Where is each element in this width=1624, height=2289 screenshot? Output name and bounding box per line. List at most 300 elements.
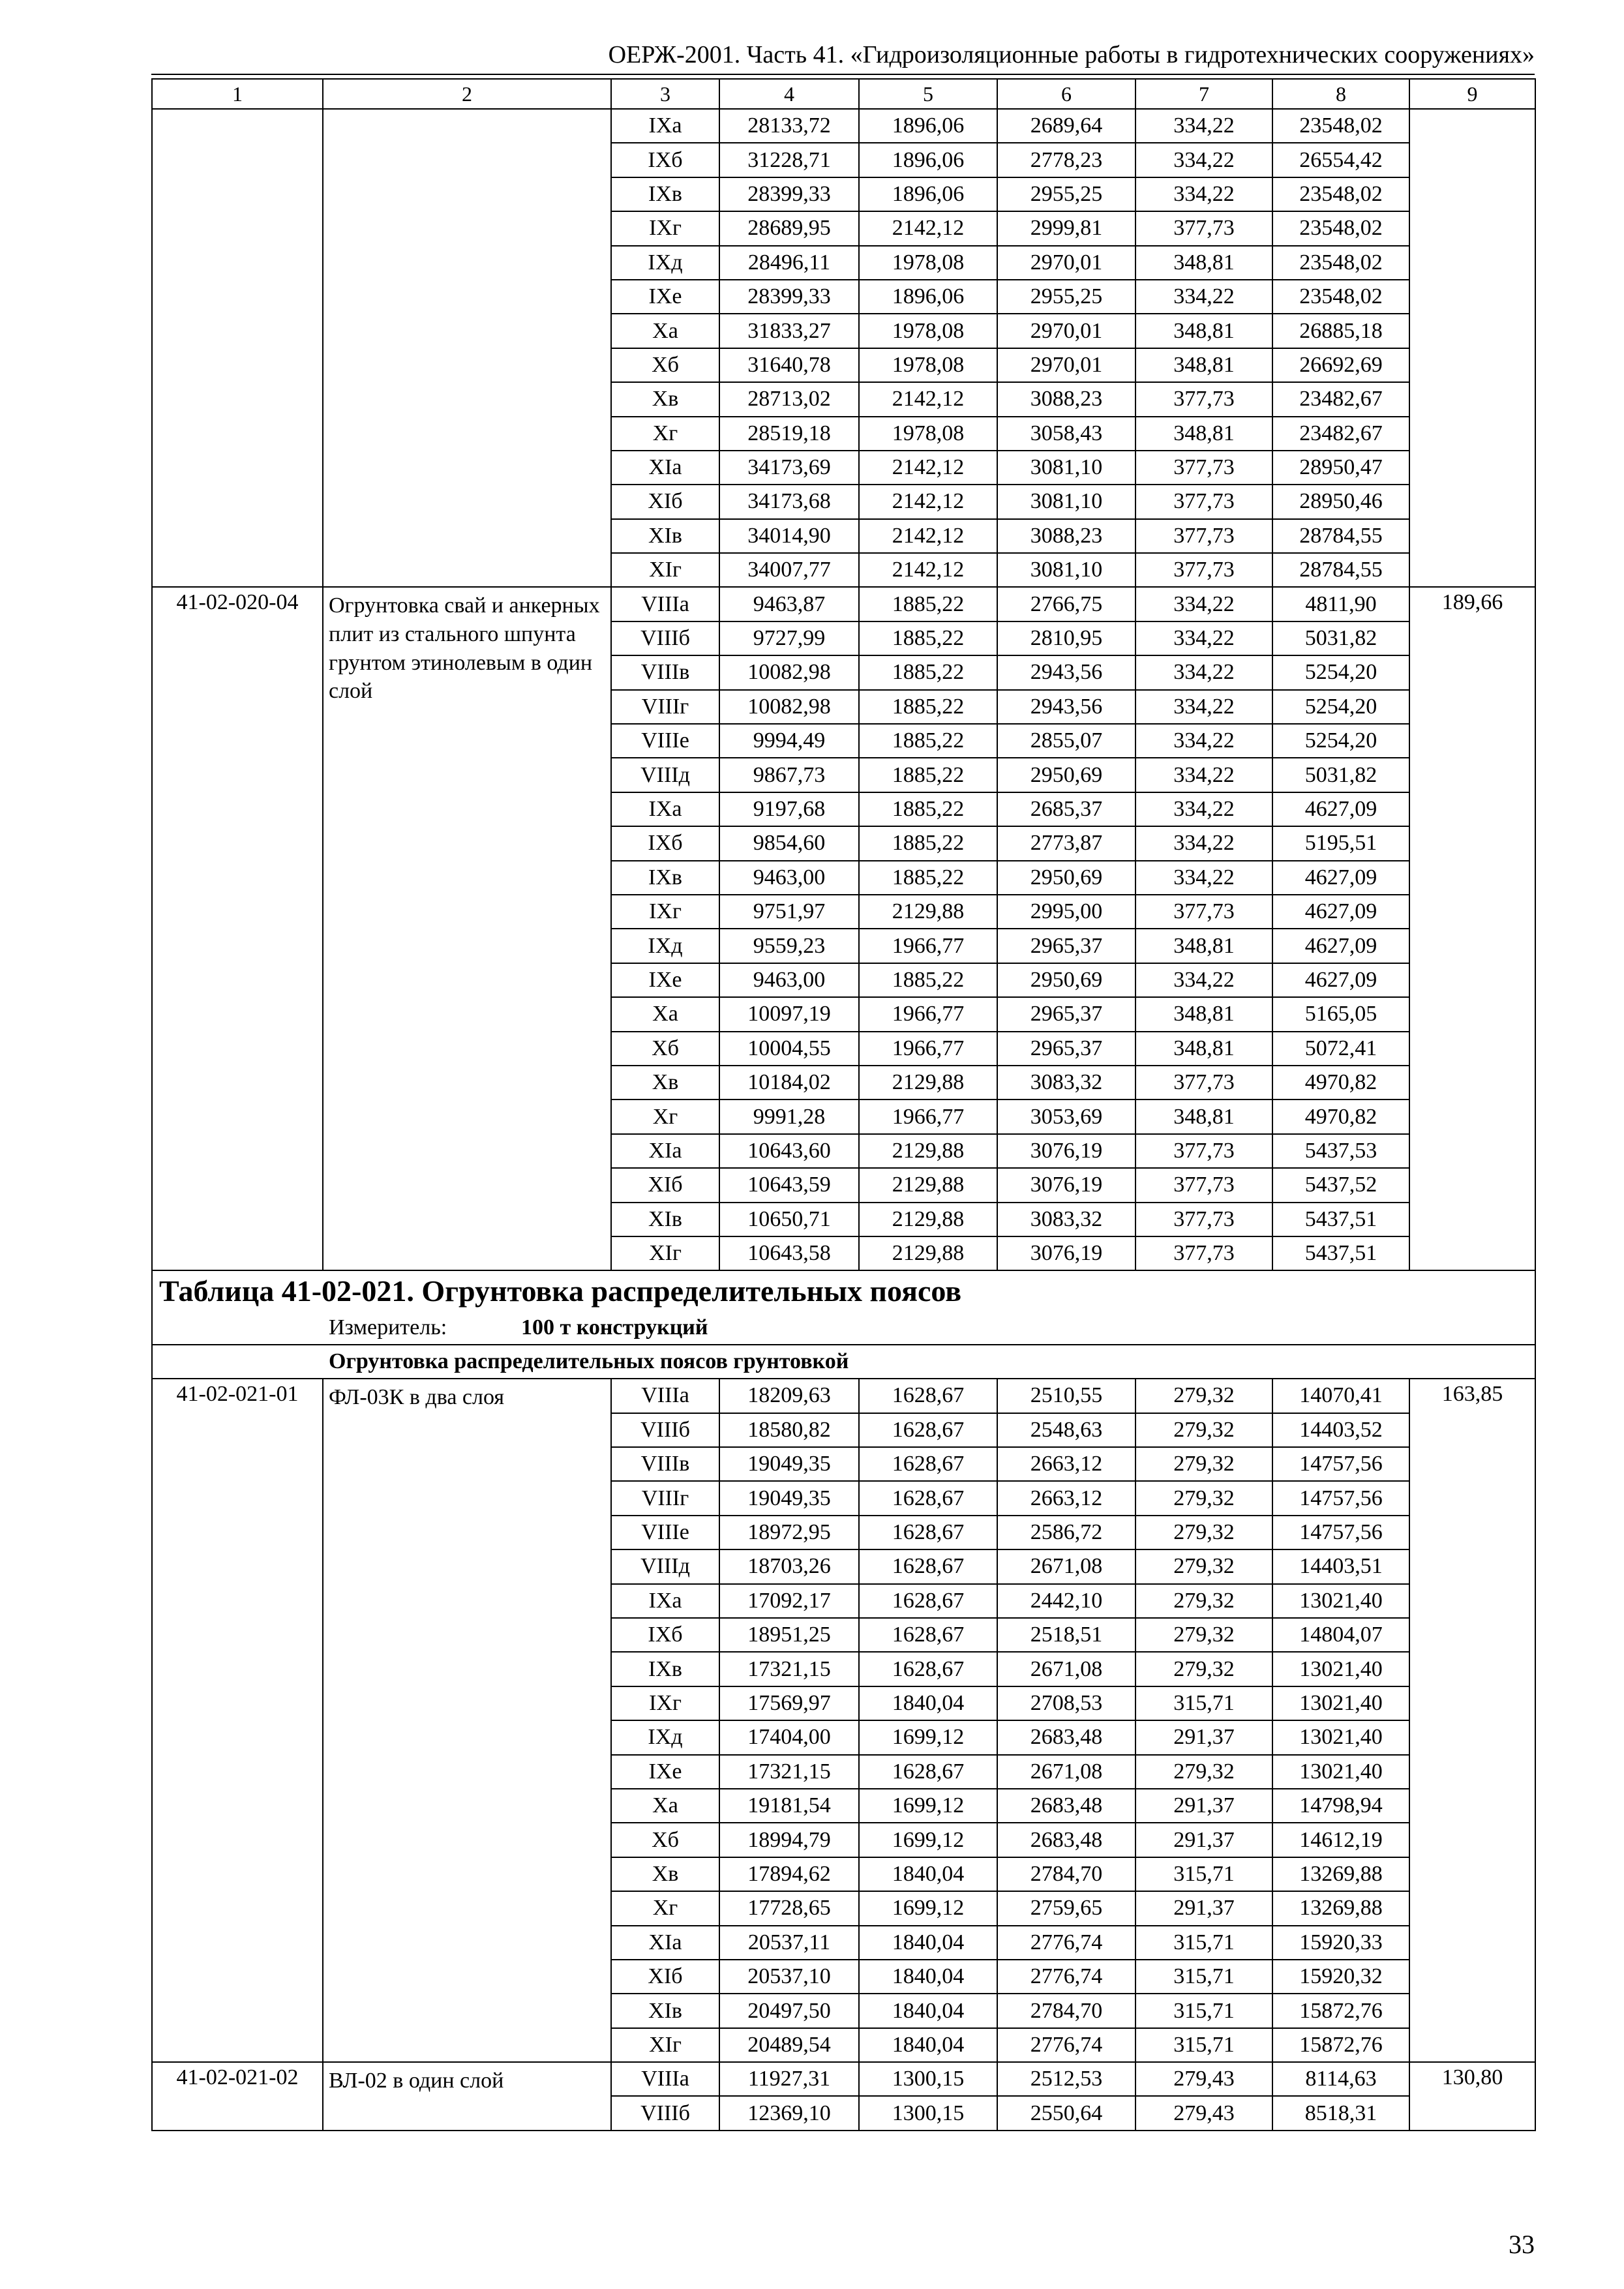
zone-cell: XIв	[611, 1994, 719, 2027]
running-header: ОЕРЖ-2001. Часть 41. «Гидроизоляционные работы в гидротехнических сооружениях»	[608, 41, 1535, 68]
value-cell: 1885,22	[859, 724, 997, 758]
value-cell: 334,22	[1135, 963, 1272, 997]
value-cell: 10004,55	[719, 1032, 859, 1066]
column-number: 3	[611, 79, 719, 109]
zone-cell: XIв	[611, 519, 719, 553]
value-cell: 23548,02	[1272, 177, 1409, 211]
value-cell: 2142,12	[859, 485, 997, 518]
value-cell: 1978,08	[859, 417, 997, 451]
value-cell: 2943,56	[997, 655, 1135, 689]
value-cell: 2970,01	[997, 314, 1135, 348]
value-cell: 291,37	[1135, 1891, 1272, 1925]
value-cell: 279,32	[1135, 1481, 1272, 1515]
value-cell: 315,71	[1135, 1960, 1272, 1994]
rates-table	[151, 78, 1536, 2131]
value-cell: 2129,88	[859, 1236, 997, 1270]
value-cell: 2773,87	[997, 826, 1135, 860]
value-cell: 377,73	[1135, 211, 1272, 245]
value-cell: 18703,26	[719, 1549, 859, 1583]
value-cell: 2142,12	[859, 519, 997, 553]
value-cell: 377,73	[1135, 519, 1272, 553]
value-cell: 1840,04	[859, 1857, 997, 1891]
value-cell: 18951,25	[719, 1618, 859, 1652]
zone-cell: Xб	[611, 348, 719, 382]
value-cell: 2685,37	[997, 792, 1135, 826]
value-cell: 1628,67	[859, 1379, 997, 1413]
value-cell: 2550,64	[997, 2096, 1135, 2130]
value-cell: 3053,69	[997, 1100, 1135, 1133]
value-cell: 334,22	[1135, 690, 1272, 724]
value-cell: 34173,68	[719, 485, 859, 518]
value-cell: 5195,51	[1272, 826, 1409, 860]
zone-cell: IXг	[611, 895, 719, 929]
value-cell: 14403,52	[1272, 1413, 1409, 1447]
value-cell: 2965,37	[997, 1032, 1135, 1066]
zone-cell: VIIIв	[611, 655, 719, 689]
zone-cell: IXа	[611, 1584, 719, 1618]
value-cell: 1628,67	[859, 1481, 997, 1515]
zone-cell: IXв	[611, 861, 719, 895]
value-cell: 279,32	[1135, 1549, 1272, 1583]
zone-cell: VIIIб	[611, 621, 719, 655]
value-cell: 377,73	[1135, 553, 1272, 587]
zone-cell: VIIIд	[611, 758, 719, 792]
zone-cell: IXг	[611, 211, 719, 245]
value-cell: 2442,10	[997, 1584, 1135, 1618]
value-cell: 2759,65	[997, 1891, 1135, 1925]
zone-cell: VIIIб	[611, 1413, 719, 1447]
value-cell: 279,32	[1135, 1652, 1272, 1686]
value-cell: 279,32	[1135, 1584, 1272, 1618]
zone-cell: VIIIг	[611, 1481, 719, 1515]
value-cell: 279,32	[1135, 1413, 1272, 1447]
value-cell: 23482,67	[1272, 417, 1409, 451]
value-cell: 2510,55	[997, 1379, 1135, 1413]
value-cell: 13021,40	[1272, 1755, 1409, 1789]
value-cell: 279,32	[1135, 1618, 1272, 1652]
value-cell: 334,22	[1135, 724, 1272, 758]
value-cell: 2129,88	[859, 1066, 997, 1100]
value-cell: 2142,12	[859, 382, 997, 416]
value-cell: 1966,77	[859, 1032, 997, 1066]
value-cell: 28519,18	[719, 417, 859, 451]
value-cell: 10082,98	[719, 655, 859, 689]
zone-cell: IXб	[611, 143, 719, 177]
value-cell: 2955,25	[997, 280, 1135, 314]
measure-label: Измеритель:	[329, 1315, 447, 1340]
rate-code	[152, 109, 323, 587]
value-cell: 34007,77	[719, 553, 859, 587]
value-cell: 10650,71	[719, 1203, 859, 1236]
value-cell: 1885,22	[859, 963, 997, 997]
value-cell: 17092,17	[719, 1584, 859, 1618]
value-cell: 1896,06	[859, 109, 997, 143]
value-cell: 1699,12	[859, 1823, 997, 1857]
zone-cell: XIа	[611, 1134, 719, 1168]
value-cell: 14798,94	[1272, 1789, 1409, 1823]
zone-cell: Xг	[611, 417, 719, 451]
materials-value: 163,85	[1409, 1379, 1535, 2062]
value-cell: 2778,23	[997, 143, 1135, 177]
value-cell: 2689,64	[997, 109, 1135, 143]
value-cell: 34014,90	[719, 519, 859, 553]
value-cell: 13021,40	[1272, 1720, 1409, 1754]
value-cell: 2663,12	[997, 1481, 1135, 1515]
measure-row	[152, 1311, 1535, 1345]
value-cell: 315,71	[1135, 1857, 1272, 1891]
zone-cell: Xб	[611, 1032, 719, 1066]
value-cell: 348,81	[1135, 348, 1272, 382]
value-cell: 1885,22	[859, 621, 997, 655]
value-cell: 315,71	[1135, 1686, 1272, 1720]
zone-cell: XIа	[611, 1926, 719, 1960]
value-cell: 4970,82	[1272, 1066, 1409, 1100]
value-cell: 334,22	[1135, 621, 1272, 655]
value-cell: 334,22	[1135, 143, 1272, 177]
value-cell: 291,37	[1135, 1823, 1272, 1857]
value-cell: 2518,51	[997, 1618, 1135, 1652]
value-cell: 26554,42	[1272, 143, 1409, 177]
value-cell: 348,81	[1135, 417, 1272, 451]
value-cell: 5254,20	[1272, 690, 1409, 724]
value-cell: 2784,70	[997, 1994, 1135, 2027]
table-row	[152, 587, 1535, 621]
value-cell: 334,22	[1135, 280, 1272, 314]
value-cell: 9463,00	[719, 963, 859, 997]
value-cell: 1885,22	[859, 587, 997, 621]
value-cell: 3058,43	[997, 417, 1135, 451]
value-cell: 19049,35	[719, 1447, 859, 1481]
zone-cell: XIв	[611, 1203, 719, 1236]
value-cell: 26692,69	[1272, 348, 1409, 382]
table-row	[152, 109, 1535, 143]
value-cell: 5254,20	[1272, 724, 1409, 758]
zone-cell: VIIIе	[611, 1516, 719, 1549]
value-cell: 14757,56	[1272, 1516, 1409, 1549]
value-cell: 17728,65	[719, 1891, 859, 1925]
value-cell: 1628,67	[859, 1618, 997, 1652]
value-cell: 2784,70	[997, 1857, 1135, 1891]
value-cell: 4627,09	[1272, 963, 1409, 997]
value-cell: 10082,98	[719, 690, 859, 724]
value-cell: 13021,40	[1272, 1686, 1409, 1720]
column-number: 4	[719, 79, 859, 109]
zone-cell: XIа	[611, 451, 719, 485]
value-cell: 1840,04	[859, 1926, 997, 1960]
value-cell: 10643,60	[719, 1134, 859, 1168]
value-cell: 4627,09	[1272, 929, 1409, 963]
value-cell: 28713,02	[719, 382, 859, 416]
value-cell: 3088,23	[997, 519, 1135, 553]
value-cell: 9463,87	[719, 587, 859, 621]
value-cell: 18994,79	[719, 1823, 859, 1857]
value-cell: 2950,69	[997, 861, 1135, 895]
value-cell: 2683,48	[997, 1789, 1135, 1823]
value-cell: 377,73	[1135, 1168, 1272, 1202]
value-cell: 5437,53	[1272, 1134, 1409, 1168]
value-cell: 13021,40	[1272, 1584, 1409, 1618]
zone-cell: IXе	[611, 1755, 719, 1789]
value-cell: 1966,77	[859, 929, 997, 963]
value-cell: 1840,04	[859, 1686, 997, 1720]
value-cell: 2129,88	[859, 1168, 997, 1202]
value-cell: 2129,88	[859, 1134, 997, 1168]
value-cell: 1885,22	[859, 655, 997, 689]
value-cell: 28133,72	[719, 109, 859, 143]
zone-cell: IXа	[611, 792, 719, 826]
value-cell: 1885,22	[859, 861, 997, 895]
zone-cell: VIIIг	[611, 690, 719, 724]
value-cell: 3081,10	[997, 451, 1135, 485]
value-cell: 1885,22	[859, 792, 997, 826]
header-rule	[151, 74, 1535, 75]
zone-cell: VIIIв	[611, 1447, 719, 1481]
measure-value: 100 т конструкций	[521, 1315, 708, 1340]
value-cell: 1896,06	[859, 280, 997, 314]
value-cell: 377,73	[1135, 1236, 1272, 1270]
value-cell: 3076,19	[997, 1236, 1135, 1270]
value-cell: 348,81	[1135, 929, 1272, 963]
value-cell: 1628,67	[859, 1413, 997, 1447]
value-cell: 28950,46	[1272, 485, 1409, 518]
value-cell: 334,22	[1135, 826, 1272, 860]
materials-value	[1409, 109, 1535, 587]
zone-cell: VIIIа	[611, 587, 719, 621]
rate-code: 41-02-021-02	[152, 2062, 323, 2131]
value-cell: 2950,69	[997, 758, 1135, 792]
value-cell: 9867,73	[719, 758, 859, 792]
value-cell: 1885,22	[859, 690, 997, 724]
value-cell: 5437,52	[1272, 1168, 1409, 1202]
value-cell: 1885,22	[859, 758, 997, 792]
materials-value: 130,80	[1409, 2062, 1535, 2131]
value-cell: 1699,12	[859, 1720, 997, 1754]
value-cell: 9751,97	[719, 895, 859, 929]
materials-value: 189,66	[1409, 587, 1535, 1270]
zone-cell: VIIIе	[611, 724, 719, 758]
value-cell: 9994,49	[719, 724, 859, 758]
value-cell: 377,73	[1135, 451, 1272, 485]
value-cell: 377,73	[1135, 895, 1272, 929]
value-cell: 1699,12	[859, 1891, 997, 1925]
value-cell: 4811,90	[1272, 587, 1409, 621]
value-cell: 4970,82	[1272, 1100, 1409, 1133]
zone-cell: XIг	[611, 553, 719, 587]
value-cell: 1978,08	[859, 246, 997, 280]
value-cell: 315,71	[1135, 1926, 1272, 1960]
zone-cell: IXг	[611, 1686, 719, 1720]
value-cell: 18972,95	[719, 1516, 859, 1549]
value-cell: 2995,00	[997, 895, 1135, 929]
value-cell: 279,43	[1135, 2062, 1272, 2096]
value-cell: 13269,88	[1272, 1891, 1409, 1925]
zone-cell: Xа	[611, 1789, 719, 1823]
zone-cell: Xа	[611, 997, 719, 1031]
value-cell: 4627,09	[1272, 861, 1409, 895]
column-number: 8	[1272, 79, 1409, 109]
value-cell: 279,32	[1135, 1755, 1272, 1789]
zone-cell: Xв	[611, 1857, 719, 1891]
value-cell: 1896,06	[859, 143, 997, 177]
rate-code: 41-02-021-01	[152, 1379, 323, 2062]
value-cell: 2965,37	[997, 929, 1135, 963]
value-cell: 348,81	[1135, 997, 1272, 1031]
column-number: 9	[1409, 79, 1535, 109]
value-cell: 15920,32	[1272, 1960, 1409, 1994]
zone-cell: Xг	[611, 1100, 719, 1133]
value-cell: 291,37	[1135, 1789, 1272, 1823]
value-cell: 2943,56	[997, 690, 1135, 724]
value-cell: 1978,08	[859, 348, 997, 382]
zone-cell: IXв	[611, 1652, 719, 1686]
column-number: 2	[323, 79, 611, 109]
table-title-row	[152, 1270, 1535, 1311]
value-cell: 2142,12	[859, 451, 997, 485]
value-cell: 14070,41	[1272, 1379, 1409, 1413]
value-cell: 18209,63	[719, 1379, 859, 1413]
value-cell: 15872,76	[1272, 1994, 1409, 2027]
value-cell: 377,73	[1135, 1066, 1272, 1100]
value-cell: 5072,41	[1272, 1032, 1409, 1066]
value-cell: 2129,88	[859, 1203, 997, 1236]
value-cell: 1885,22	[859, 826, 997, 860]
value-cell: 9197,68	[719, 792, 859, 826]
value-cell: 1628,67	[859, 1447, 997, 1481]
value-cell: 13021,40	[1272, 1652, 1409, 1686]
value-cell: 334,22	[1135, 109, 1272, 143]
value-cell: 9559,23	[719, 929, 859, 963]
value-cell: 26885,18	[1272, 314, 1409, 348]
value-cell: 334,22	[1135, 177, 1272, 211]
column-number: 5	[859, 79, 997, 109]
value-cell: 1699,12	[859, 1789, 997, 1823]
value-cell: 9463,00	[719, 861, 859, 895]
value-cell: 334,22	[1135, 587, 1272, 621]
value-cell: 28496,11	[719, 246, 859, 280]
value-cell: 291,37	[1135, 1720, 1272, 1754]
value-cell: 315,71	[1135, 1994, 1272, 2027]
value-cell: 2810,95	[997, 621, 1135, 655]
value-cell: 5031,82	[1272, 621, 1409, 655]
zone-cell: IXд	[611, 246, 719, 280]
value-cell: 1966,77	[859, 997, 997, 1031]
zone-cell: IXд	[611, 1720, 719, 1754]
value-cell: 14612,19	[1272, 1823, 1409, 1857]
value-cell: 1628,67	[859, 1516, 997, 1549]
value-cell: 5437,51	[1272, 1236, 1409, 1270]
value-cell: 14804,07	[1272, 1618, 1409, 1652]
value-cell: 23548,02	[1272, 246, 1409, 280]
value-cell: 12369,10	[719, 2096, 859, 2130]
value-cell: 2965,37	[997, 997, 1135, 1031]
value-cell: 279,32	[1135, 1516, 1272, 1549]
value-cell: 28399,33	[719, 280, 859, 314]
value-cell: 1628,67	[859, 1652, 997, 1686]
work-description: ВЛ-02 в один слой	[323, 2062, 611, 2131]
value-cell: 9727,99	[719, 621, 859, 655]
zone-cell: IXе	[611, 963, 719, 997]
value-cell: 1840,04	[859, 1994, 997, 2027]
zone-cell: Xв	[611, 382, 719, 416]
value-cell: 2766,75	[997, 587, 1135, 621]
value-cell: 2970,01	[997, 246, 1135, 280]
zone-cell: Xг	[611, 1891, 719, 1925]
value-cell: 1300,15	[859, 2062, 997, 2096]
value-cell: 2671,08	[997, 1652, 1135, 1686]
value-cell: 14403,51	[1272, 1549, 1409, 1583]
value-cell: 10643,58	[719, 1236, 859, 1270]
value-cell: 2671,08	[997, 1755, 1135, 1789]
value-cell: 28950,47	[1272, 451, 1409, 485]
value-cell: 2548,63	[997, 1413, 1135, 1447]
table-row	[152, 1379, 1535, 1413]
value-cell: 20489,54	[719, 2028, 859, 2062]
zone-cell: VIIIб	[611, 2096, 719, 2130]
work-description: ФЛ-03К в два слоя	[323, 1379, 611, 2062]
measure-cell	[152, 1311, 1535, 1345]
value-cell: 17321,15	[719, 1755, 859, 1789]
value-cell: 315,71	[1135, 2028, 1272, 2062]
value-cell: 19181,54	[719, 1789, 859, 1823]
value-cell: 10643,59	[719, 1168, 859, 1202]
value-cell: 4627,09	[1272, 895, 1409, 929]
value-cell: 3083,32	[997, 1203, 1135, 1236]
value-cell: 23548,02	[1272, 109, 1409, 143]
value-cell: 3083,32	[997, 1066, 1135, 1100]
value-cell: 2683,48	[997, 1823, 1135, 1857]
value-cell: 334,22	[1135, 792, 1272, 826]
value-cell: 2855,07	[997, 724, 1135, 758]
column-number: 7	[1135, 79, 1272, 109]
work-description	[323, 109, 611, 587]
value-cell: 377,73	[1135, 382, 1272, 416]
zone-cell: Xа	[611, 314, 719, 348]
zone-cell: VIIIа	[611, 1379, 719, 1413]
value-cell: 1300,15	[859, 2096, 997, 2130]
value-cell: 2708,53	[997, 1686, 1135, 1720]
value-cell: 31228,71	[719, 143, 859, 177]
column-number-row	[152, 79, 1535, 109]
table-title: Таблица 41-02-021. Огрунтовка распределительных поясов	[152, 1270, 1535, 1311]
value-cell: 19049,35	[719, 1481, 859, 1515]
value-cell: 2129,88	[859, 895, 997, 929]
column-number: 1	[152, 79, 323, 109]
value-cell: 1966,77	[859, 1100, 997, 1133]
zone-cell: IXе	[611, 280, 719, 314]
subheading-row	[152, 1345, 1535, 1379]
value-cell: 1628,67	[859, 1549, 997, 1583]
page-number: 33	[1509, 2230, 1535, 2259]
zone-cell: VIIIд	[611, 1549, 719, 1583]
zone-cell: Xв	[611, 1066, 719, 1100]
value-cell: 348,81	[1135, 1032, 1272, 1066]
value-cell: 14757,56	[1272, 1447, 1409, 1481]
table-row	[152, 2062, 1535, 2096]
zone-cell: XIб	[611, 1168, 719, 1202]
subheading-text: Огрунтовка распределительных поясов грунтовкой	[329, 1349, 849, 1374]
value-cell: 348,81	[1135, 246, 1272, 280]
value-cell: 23482,67	[1272, 382, 1409, 416]
value-cell: 334,22	[1135, 655, 1272, 689]
value-cell: 20497,50	[719, 1994, 859, 2027]
value-cell: 11927,31	[719, 2062, 859, 2096]
value-cell: 5254,20	[1272, 655, 1409, 689]
value-cell: 28399,33	[719, 177, 859, 211]
value-cell: 28784,55	[1272, 519, 1409, 553]
value-cell: 2970,01	[997, 348, 1135, 382]
value-cell: 14757,56	[1272, 1481, 1409, 1515]
value-cell: 5165,05	[1272, 997, 1409, 1031]
